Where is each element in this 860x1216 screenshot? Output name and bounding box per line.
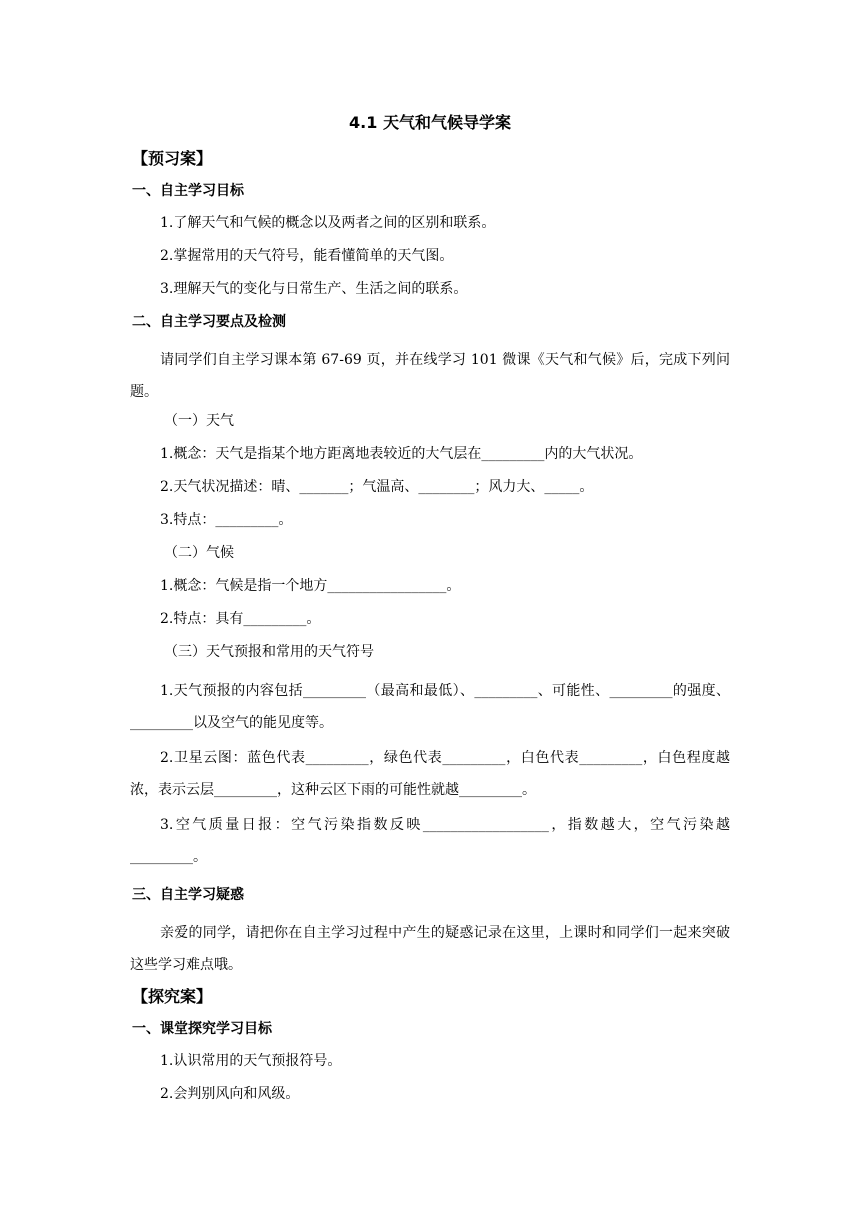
goal-item: 1.了解天气和气候的概念以及两者之间的区别和联系。 (160, 215, 496, 231)
forecast-item: 1.天气预报的内容包括_________（最高和最低）、_________、可能性、_________的强度、_________以及空气的能见度等。 (130, 683, 730, 731)
climate-subheading: （二）气候 (164, 545, 234, 561)
weather-item: 2.天气状况描述：晴、_______；气温高、________；风力大、_____。 (160, 479, 594, 495)
self-study-points-heading: 二、自主学习要点及检测 (132, 314, 286, 330)
self-study-goals-heading: 一、自主学习目标 (132, 183, 244, 199)
forecast-item: 2.卫星云图：蓝色代表_________，绿色代表_________，白色代表_________，白色程度越浓，表示云层_________，这种云区下雨的可能性就越_________。 (130, 750, 730, 798)
climate-item: 2.特点：具有_________。 (160, 611, 321, 627)
goal-item: 2.掌握常用的天气符号，能看懂简单的天气图。 (160, 248, 454, 264)
preview-heading: 【预习案】 (132, 149, 213, 168)
explore-goal-item: 2.会判别风向和风级。 (160, 1086, 300, 1102)
forecast-item: 3.空气质量日报：空气污染指数反映__________________，指数越大，空气污染越_________。 (130, 817, 730, 865)
weather-item: 1.概念：天气是指某个地方距离地表较近的大气层在_________内的大气状况。 (160, 446, 643, 462)
forecast-subheading: （三）天气预报和常用的天气符号 (164, 644, 374, 660)
self-study-doubts-heading: 三、自主学习疑惑 (132, 887, 244, 903)
document-title: 4.1 天气和气候导学案 (349, 113, 511, 132)
intro-paragraph: 请同学们自主学习课本第 67-69 页，并在线学习 101 微课《天气和气候》后，完成下列问题。 (130, 352, 730, 400)
class-explore-goals-heading: 一、课堂探究学习目标 (132, 1021, 272, 1037)
weather-subheading: （一）天气 (164, 413, 234, 429)
explore-heading: 【探究案】 (132, 987, 213, 1006)
goal-item: 3.理解天气的变化与日常生产、生活之间的联系。 (160, 281, 468, 297)
explore-goal-item: 1.认识常用的天气预报符号。 (160, 1053, 342, 1069)
doubts-paragraph: 亲爱的同学，请把你在自主学习过程中产生的疑惑记录在这里，上课时和同学们一起来突破这些学习难点哦。 (130, 925, 730, 973)
weather-item: 3.特点：_________。 (160, 512, 293, 528)
climate-item: 1.概念：气候是指一个地方_________________。 (160, 578, 461, 594)
document-body (130, 143, 730, 1117)
